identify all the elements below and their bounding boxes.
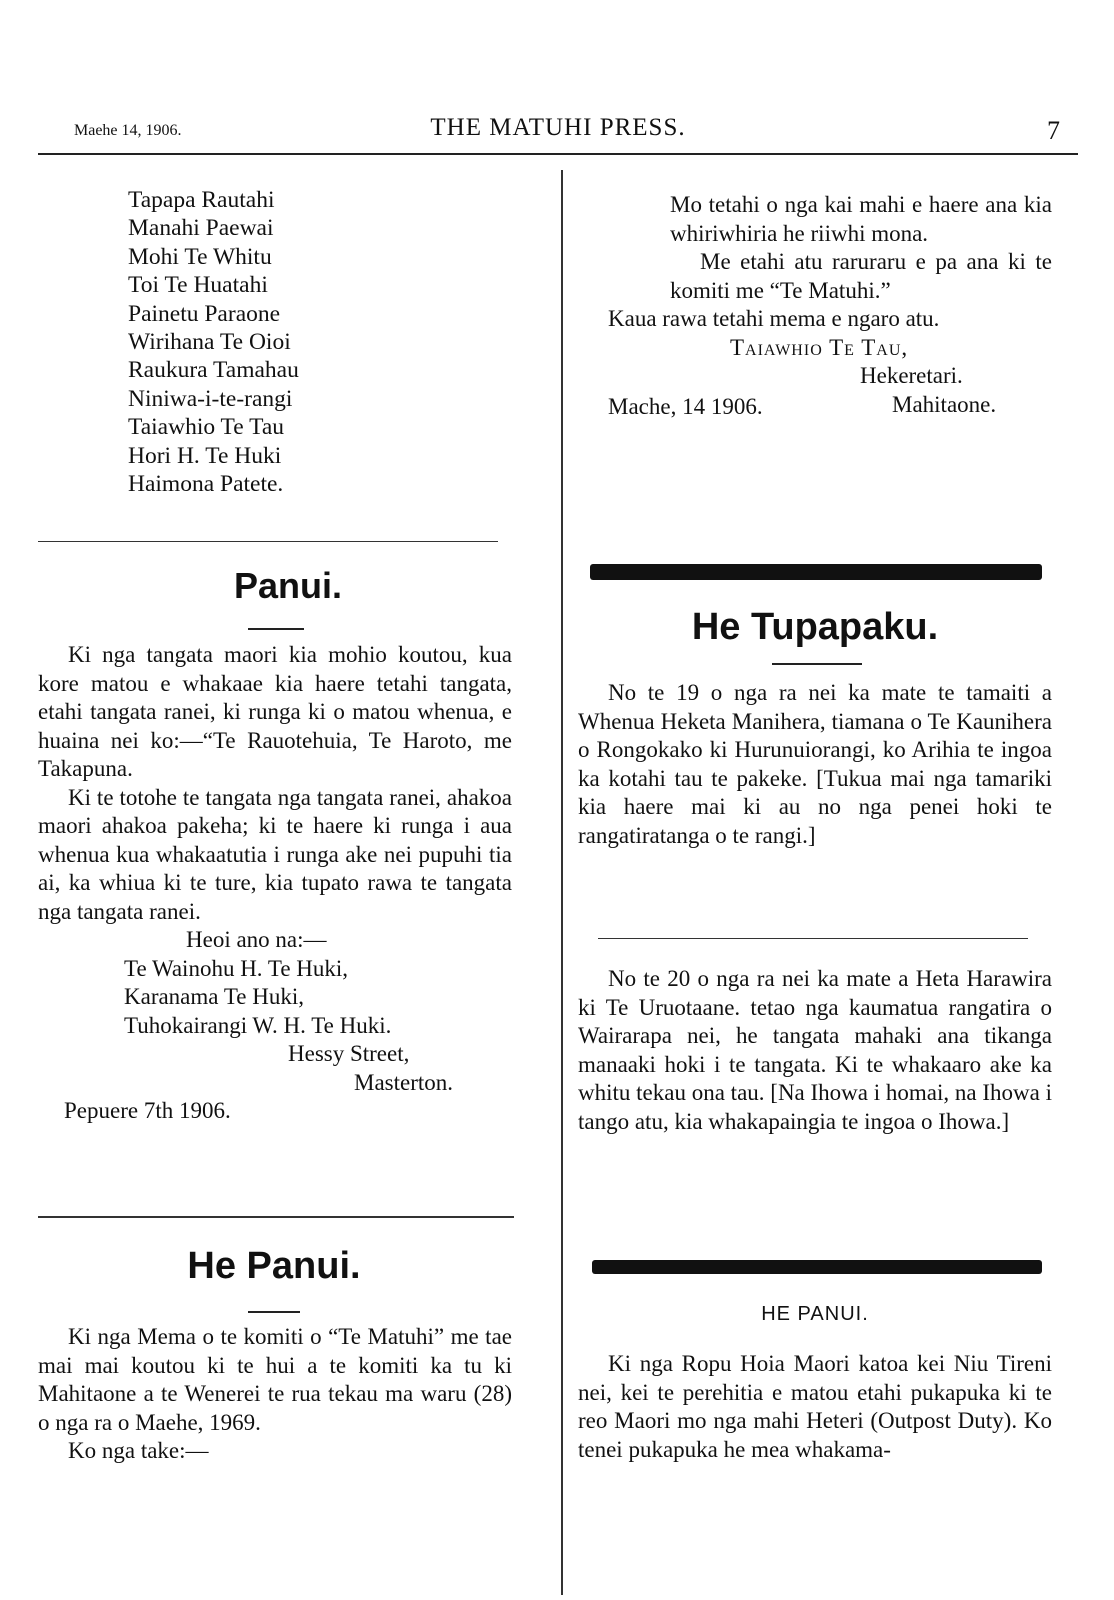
committee-names-list: [128, 186, 299, 498]
notice-paragraph: Me etahi atu raruraru e pa ana ki te komiti me “Te Matuhi.”: [670, 249, 1052, 303]
panui-signer: Te Wainohu H. Te Huki,: [124, 955, 349, 981]
section-divider-bold: [592, 1260, 1042, 1274]
name-item: Painetu Paraone: [128, 300, 281, 327]
death-notice-paragraph: No te 20 o nga ra nei ka mate a Heta Harawira ki Te Uruotaane. tetao nga kaumatua rangatira o Wairarapa nei, he tangata mahaki ana tikanga manaaki hoki i te tangata. Ki te whakaaro ake ka whitu tekau ona tau. [Na Ihowa i homai, na Ihowa i tango atu, kia whakapaingia te ingoa o Ihowa.]: [578, 966, 1052, 1134]
panui-paragraph: Ki nga tangata maori kia mohio koutou, kua kore matou e whakaae kia haere tetahi tangata, etahi tangata ranei, ki runga ki o matou whenua, e huaina nei ko:—“Te Rauotehuia, Te Haroto, me Takapuna.: [38, 642, 512, 781]
notice-place: Mahitaone.: [892, 391, 997, 417]
he-tupapaku-heading: He Tupapaku.: [691, 606, 939, 648]
name-item: Manahi Paewai: [128, 215, 274, 242]
section-divider: [38, 541, 498, 542]
name-item: Taiawhio Te Tau: [128, 414, 285, 441]
notice-signer: Taiawhio Te Tau,: [730, 334, 909, 360]
panui-closing: Heoi ano na:—: [186, 927, 327, 952]
notice-paragraph: Kaua rawa tetahi mema e ngaro atu.: [608, 306, 940, 331]
he-panui-2-paragraph: Ki nga Ropu Hoia Maori katoa kei Niu Tireni nei, kei te perehitia e matou etahi pukapuka ki te reo Maori mo nga mahi Heteri (Outpost Duty). Ko tenei pukapuka he mea whakama-: [578, 1351, 1052, 1462]
panui-signer: Tuhokairangi W. H. Te Huki.: [124, 1012, 392, 1038]
death-notice-paragraph: No te 19 o nga ra nei ka mate te tamaiti a Whenua Heketa Manihera, tiamana o Te Kaunihera o Rongokako ki Hurunuiorangi, ko Arihia te ingoa ka kotahi tau te pakeke. [Tukua mai nga tamariki kia haere mai ki au no nga penei hoki te rangatiratanga o te rangi.]: [578, 680, 1052, 848]
name-item: Tapapa Rautahi: [128, 187, 275, 213]
name-item: Raukura Tamahau: [128, 357, 299, 384]
panui-body: [38, 641, 512, 1126]
he-panui-heading: He Panui.: [187, 1245, 361, 1287]
section-divider-bold: [590, 564, 1042, 580]
section-divider: [598, 938, 1028, 939]
name-item: Toi Te Huatahi: [128, 272, 268, 299]
header-rule: [38, 153, 1078, 155]
he-panui-body: [38, 1323, 512, 1466]
name-item: Wirihana Te Oioi: [128, 329, 291, 356]
notice-role: Hekeretari.: [860, 363, 963, 388]
panui-signer: Karanama Te Huki,: [124, 984, 304, 1009]
heading-underline: [772, 663, 862, 665]
panui-date: Pepuere 7th 1906.: [64, 1098, 231, 1123]
notice-paragraph: Mo tetahi o nga kai mahi e haere ana kia whiriwhiria he riiwhi mona.: [670, 192, 1052, 246]
panui-paragraph: Ki te totohe te tangata nga tangata ranei, ahakoa maori ahakoa pakeha; ki te haere ki runga i aua whenua kua whakaatutia i runga ake nei pupuhi tia ai, ka whiua ki te ture, kia tupato rawa te tangata nga tangata ranei.: [38, 784, 512, 924]
name-item: Mohi Te Whitu: [128, 243, 272, 270]
section-divider: [38, 1216, 514, 1218]
panui-address: Masterton.: [354, 1069, 454, 1095]
panui-address: Hessy Street,: [288, 1041, 410, 1066]
name-item: Haimona Patete.: [128, 471, 284, 498]
he-panui-2-heading: HE PANUI.: [761, 1303, 869, 1325]
he-tupapaku-body-2: [578, 965, 1052, 1136]
page-number: 7: [1047, 116, 1060, 145]
column-divider: [561, 170, 563, 1595]
heading-underline: [248, 628, 304, 630]
he-panui-2-body: [578, 1350, 1052, 1464]
he-tupapaku-body: [578, 679, 1052, 850]
panui-heading: Panui.: [233, 565, 343, 606]
name-item: Hori H. Te Huki: [128, 442, 282, 469]
committee-notice-continued: [578, 191, 1052, 422]
newspaper-title: THE MATUHI PRESS.: [430, 114, 686, 141]
notice-date: Mache, 14 1906.: [608, 394, 763, 419]
name-item: Niniwa-i-te-rangi: [128, 385, 293, 412]
he-panui-paragraph: Ko nga take:—: [68, 1438, 209, 1463]
header-date: Maehe 14, 1906.: [74, 122, 182, 139]
heading-underline: [248, 1311, 300, 1313]
he-panui-paragraph: Ki nga Mema o te komiti o “Te Matuhi” me tae mai mai koutou ki te hui a te komiti ka tu ki Mahitaone a te Wenerei te rua tekau ma waru (28) o nga ra o Maehe, 1969.: [38, 1324, 512, 1435]
page-header: [38, 114, 1078, 150]
